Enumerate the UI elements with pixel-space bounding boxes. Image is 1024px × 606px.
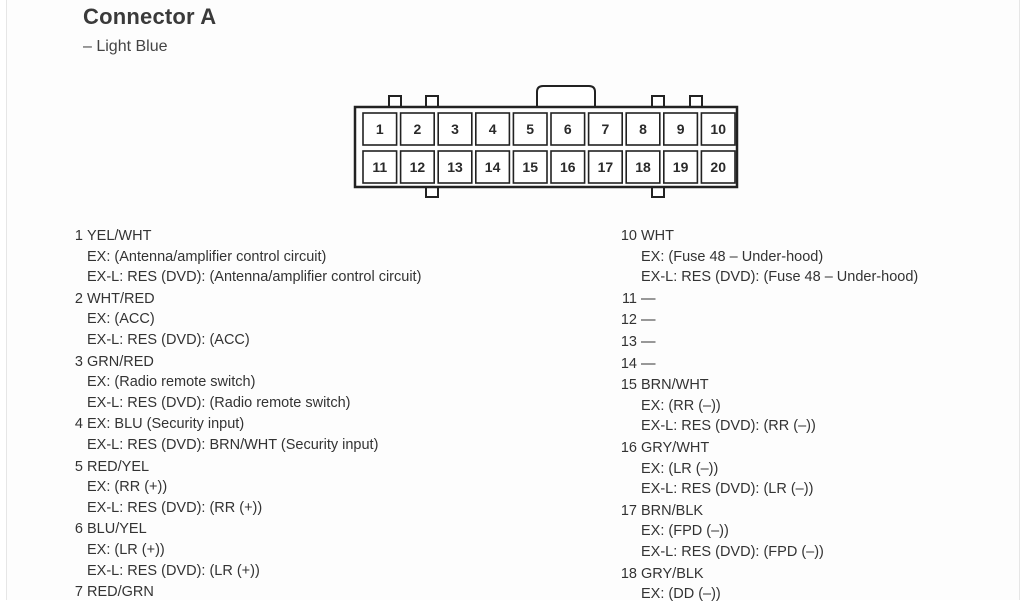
- pin-entry-number: 13: [620, 333, 637, 350]
- pin-entry-number: 16: [620, 439, 637, 456]
- pin-entry-detail: EX-L: RES (DVD): (LR (+)): [87, 562, 260, 579]
- pin-entry-label: RED/YEL: [87, 458, 150, 475]
- pin-entry-label: WHT/RED: [87, 290, 155, 307]
- pin-entry-label: —: [641, 355, 656, 372]
- pin-number: 14: [484, 159, 501, 175]
- pin-entry-detail: EX: (DD (–)): [641, 586, 721, 603]
- pin-entry-heading: [67, 289, 587, 310]
- pin-entry-label: —: [641, 312, 656, 329]
- pin-entry-detail: EX-L: RES (DVD): (LR (–)): [641, 481, 814, 498]
- pin-number: 2: [413, 121, 422, 137]
- pin-entry-number: 3: [74, 353, 83, 370]
- pin-entry-detail: EX-L: RES (DVD): (Radio remote switch): [87, 394, 351, 411]
- pin-entry-heading: [67, 352, 587, 373]
- pin-number: 12: [409, 159, 426, 175]
- pin-entry: [613, 375, 1013, 437]
- pin-entry: [613, 438, 1013, 500]
- pin-number: 3: [451, 121, 459, 137]
- pin-entry-detail: EX: (Antenna/amplifier control circuit): [87, 248, 327, 265]
- pin-entry-label: YEL/WHT: [87, 228, 152, 244]
- pin-entry-number: 7: [74, 584, 83, 601]
- pin-number: 11: [372, 159, 388, 175]
- pin-entry-detail: EX-L: RES (DVD): (FPD (–)): [641, 543, 824, 560]
- pin-number: 1: [375, 121, 384, 137]
- pin-entry-detail: EX: (Fuse 48 – Under-hood): [641, 248, 824, 265]
- pin-entry-label: BRN/WHT: [641, 377, 709, 394]
- document-page: [6, 0, 1020, 603]
- pin-entry-label: BRN/BLK: [641, 502, 704, 519]
- pin-entry: [67, 352, 587, 414]
- pin-number: 10: [710, 121, 726, 137]
- pin-entry-number: 17: [620, 502, 637, 519]
- pin-entry-label: BLU/YEL: [87, 521, 147, 538]
- pin-entry-heading: [613, 289, 1013, 310]
- pin-entry-label: RED/GRN: [87, 584, 154, 601]
- pin-entry: [613, 564, 1013, 605]
- pin-number: 5: [526, 121, 535, 137]
- pin-entry: [67, 289, 587, 351]
- pin-entry-label: WHT: [641, 228, 675, 244]
- pin-entry-detail: EX: (LR (+)): [87, 541, 165, 558]
- pin-entry-number: 2: [74, 290, 83, 307]
- pin-number: 18: [635, 159, 651, 175]
- pin-entry: [613, 289, 1013, 310]
- pin-entry: [613, 226, 1013, 288]
- pin-entry-detail: EX: (RR (+)): [87, 479, 168, 496]
- pin-entry-number: 10: [620, 228, 637, 244]
- pin-entry-number: 12: [620, 312, 637, 329]
- pin-number: 13: [447, 159, 463, 175]
- pin-entry-label: GRY/WHT: [641, 439, 710, 456]
- pin-number: 4: [488, 121, 497, 137]
- pin-entry-label: EX: BLU (Security input): [87, 416, 245, 433]
- pin-entry-label: —: [641, 333, 656, 350]
- connector-latch: [537, 86, 595, 108]
- pin-entry-label: —: [641, 290, 656, 307]
- pin-entry-heading: [613, 332, 1013, 353]
- pin-entry: [67, 226, 587, 288]
- pin-number: 16: [560, 159, 576, 175]
- pin-list-left: [67, 226, 587, 604]
- page-subtitle: – Light Blue: [83, 38, 168, 55]
- pin-entry-detail: EX-L: RES (DVD): (RR (–)): [641, 418, 816, 435]
- pin-number: 6: [563, 121, 572, 137]
- pin-entry-heading: [613, 310, 1013, 331]
- pin-entry-detail: EX: (Radio remote switch): [87, 374, 256, 391]
- pin-entry-heading: [67, 457, 587, 478]
- pin-entry-detail: EX-L: RES (DVD): (ACC): [87, 331, 250, 348]
- pin-entry-detail: EX: (FPD (–)): [641, 523, 729, 540]
- pin-entry-number: 5: [74, 458, 83, 475]
- pin-number: 19: [672, 159, 689, 175]
- pin-list-right: [613, 226, 1013, 606]
- pin-entry: [67, 414, 587, 455]
- pin-entry-number: 6: [74, 521, 83, 538]
- pin-entry-number: 15: [620, 377, 637, 394]
- connector-drawing: [7, 0, 1019, 210]
- pin-entry-heading: [67, 414, 587, 435]
- pin-entry-heading: [67, 519, 587, 540]
- pin-number: 7: [601, 121, 610, 137]
- pin-entry-detail: EX-L: RES (DVD): (RR (+)): [87, 499, 263, 516]
- pin-entry-detail: EX: (LR (–)): [641, 460, 719, 477]
- pin-entry-heading: [613, 226, 1013, 247]
- pin-entry: [613, 332, 1013, 353]
- pin-entry: [613, 501, 1013, 563]
- connector-diagram: [7, 0, 1019, 210]
- pin-entry-detail: EX-L: RES (DVD): (Fuse 48 – Under-hood): [641, 269, 919, 286]
- pin-entry-label: GRN/RED: [87, 353, 154, 370]
- pin-entry: [613, 354, 1013, 375]
- pin-entry-heading: [613, 501, 1013, 522]
- pin-entry-heading: [613, 564, 1013, 585]
- pin-entry-label: GRY/BLK: [641, 565, 704, 582]
- pin-entry-detail: EX: (RR (–)): [641, 397, 721, 414]
- pin-entry-number: 11: [621, 290, 637, 307]
- pin-entry-number: 14: [620, 355, 637, 372]
- pin-number: 17: [597, 159, 614, 175]
- pin-entry: [613, 310, 1013, 331]
- pin-entry-heading: [613, 375, 1013, 396]
- pin-number: 20: [710, 159, 726, 175]
- pin-number: 15: [522, 159, 538, 175]
- pin-entry-number: 18: [620, 565, 637, 582]
- pin-entry: [67, 519, 587, 581]
- pin-entry-detail: EX-L: RES (DVD): BRN/WHT (Security input): [87, 436, 379, 453]
- pin-entry-heading: [613, 354, 1013, 375]
- pin-number: 9: [676, 121, 685, 137]
- pin-entry-heading: [67, 226, 587, 247]
- pin-entry-detail: EX-L: RES (DVD): (Antenna/amplifier control circuit): [87, 269, 422, 286]
- pin-entry-number: 4: [74, 416, 83, 433]
- pin-entry-detail: EX: (ACC): [87, 311, 155, 328]
- pin-entry-heading: [613, 438, 1013, 459]
- pin-entry: [67, 457, 587, 519]
- pin-number: 8: [639, 121, 647, 137]
- page-title: Connector A: [83, 4, 217, 29]
- pin-entry-number: 1: [74, 228, 83, 244]
